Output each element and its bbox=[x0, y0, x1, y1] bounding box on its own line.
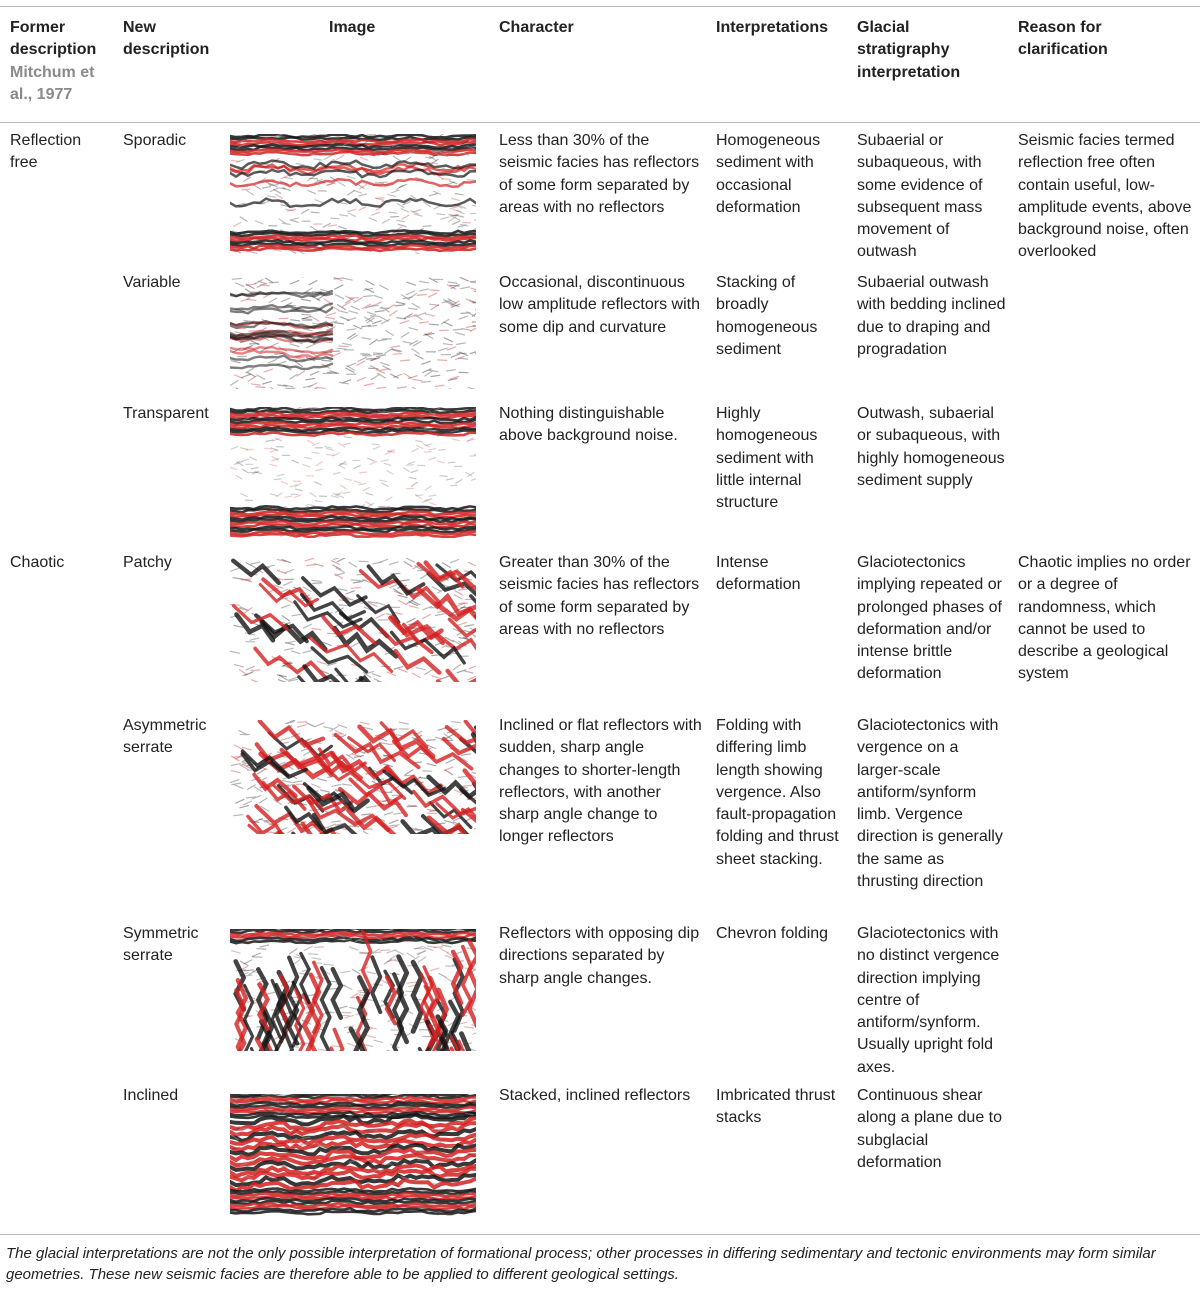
glacial-symmetric-serrate: Glaciotectonics with no distinct vergence direction implying centre of antiform/synform. Usually upright fold axes. bbox=[857, 925, 1000, 1076]
interpretation-transparent: Highly homogeneous sediment with little internal structure bbox=[716, 405, 818, 512]
seismic-image-asymmetric-serrate bbox=[230, 720, 476, 834]
seismic-image-transparent bbox=[230, 407, 476, 538]
glacial-inclined: Continuous shear along a plane due to subglacial deformation bbox=[857, 1087, 1003, 1171]
new-description-variable: Variable bbox=[123, 274, 181, 291]
new-description-symmetric-serrate: Symmetric serrate bbox=[123, 925, 199, 965]
former-description-reflection-free: Reflection free bbox=[10, 132, 82, 172]
header-former-description bbox=[10, 17, 110, 107]
new-description-transparent: Transparent bbox=[123, 405, 209, 422]
seismic-image-inclined bbox=[230, 1094, 476, 1216]
header-interpretations: Interpretations bbox=[716, 19, 829, 36]
header-image: Image bbox=[329, 19, 376, 36]
glacial-asymmetric-serrate: Glaciotectonics with vergence on a larger-scale antiform/synform limb. Vergence direction is generally the same as thrusting direction bbox=[857, 717, 1003, 891]
former-description-chaotic: Chaotic bbox=[10, 554, 65, 571]
character-symmetric-serrate: Reflectors with opposing dip directions separated by sharp angle changes. bbox=[499, 925, 700, 987]
table-bottom-rule bbox=[0, 1234, 1200, 1235]
header-character: Character bbox=[499, 19, 574, 36]
header-bottom-rule bbox=[0, 122, 1200, 123]
header-former-source: Mitchum et al., 1977 bbox=[10, 63, 95, 104]
character-asymmetric-serrate: Inclined or flat reflectors with sudden, sharp angle changes to shorter-length reflectors, with another sharp angle change to longer reflectors bbox=[499, 717, 702, 846]
glacial-variable: Subaerial outwash with bedding inclined due to draping and progradation bbox=[857, 274, 1006, 358]
header-reason: Reason for clarification bbox=[1018, 19, 1108, 59]
header-former-label: Former description bbox=[10, 19, 97, 59]
table-footnote: The glacial interpretations are not the only possible interpretation of formational process; other processes in differing sedimentary and tectonic environments may form similar geometries. These new seismic facies are therefore able to be applied to different geological settings. bbox=[6, 1245, 1156, 1283]
interpretation-patchy: Intense deformation bbox=[716, 554, 801, 594]
interpretation-variable: Stacking of broadly homogeneous sediment bbox=[716, 274, 818, 358]
character-transparent: Nothing distinguishable above background noise. bbox=[499, 405, 678, 445]
glacial-transparent: Outwash, subaerial or subaqueous, with highly homogeneous sediment supply bbox=[857, 405, 1005, 489]
character-patchy: Greater than 30% of the seismic facies has reflectors of some form separated by areas with no reflectors bbox=[499, 554, 700, 638]
seismic-image-variable bbox=[230, 277, 476, 389]
reason-reflection-free: Seismic facies termed reflection free often contain useful, low-amplitude events, above background noise, often overlooked bbox=[1018, 132, 1192, 261]
interpretation-sporadic: Homogeneous sediment with occasional deformation bbox=[716, 132, 821, 216]
new-description-patchy: Patchy bbox=[123, 554, 172, 571]
new-description-inclined: Inclined bbox=[123, 1087, 179, 1104]
interpretation-inclined: Imbricated thrust stacks bbox=[716, 1087, 836, 1127]
character-sporadic: Less than 30% of the seismic facies has reflectors of some form separated by areas with no reflectors bbox=[499, 132, 700, 216]
seismic-image-symmetric-serrate bbox=[230, 929, 476, 1051]
seismic-image-patchy bbox=[230, 558, 476, 682]
new-description-asymmetric-serrate: Asymmetric serrate bbox=[123, 717, 207, 757]
reason-chaotic: Chaotic implies no order or a degree of randomness, which cannot be used to describe a geological system bbox=[1018, 554, 1191, 683]
glacial-patchy: Glaciotectonics implying repeated or prolonged phases of deformation and/or intense brittle deformation bbox=[857, 554, 1002, 683]
header-new-description: New description bbox=[123, 19, 210, 59]
table-top-rule bbox=[0, 6, 1200, 7]
new-description-sporadic: Sporadic bbox=[123, 132, 187, 149]
interpretation-asymmetric-serrate: Folding with differing limb length showing vergence. Also fault-propagation folding and thrust sheet stacking. bbox=[716, 717, 839, 868]
glacial-sporadic: Subaerial or subaqueous, with some evidence of subsequent mass movement of outwash bbox=[857, 132, 983, 261]
seismic-image-sporadic bbox=[230, 134, 476, 254]
character-inclined: Stacked, inclined reflectors bbox=[499, 1087, 691, 1104]
character-variable: Occasional, discontinuous low amplitude reflectors with some dip and curvature bbox=[499, 274, 700, 336]
header-glacial-stratigraphy: Glacial stratigraphy interpretation bbox=[857, 19, 961, 81]
interpretation-symmetric-serrate: Chevron folding bbox=[716, 925, 829, 942]
